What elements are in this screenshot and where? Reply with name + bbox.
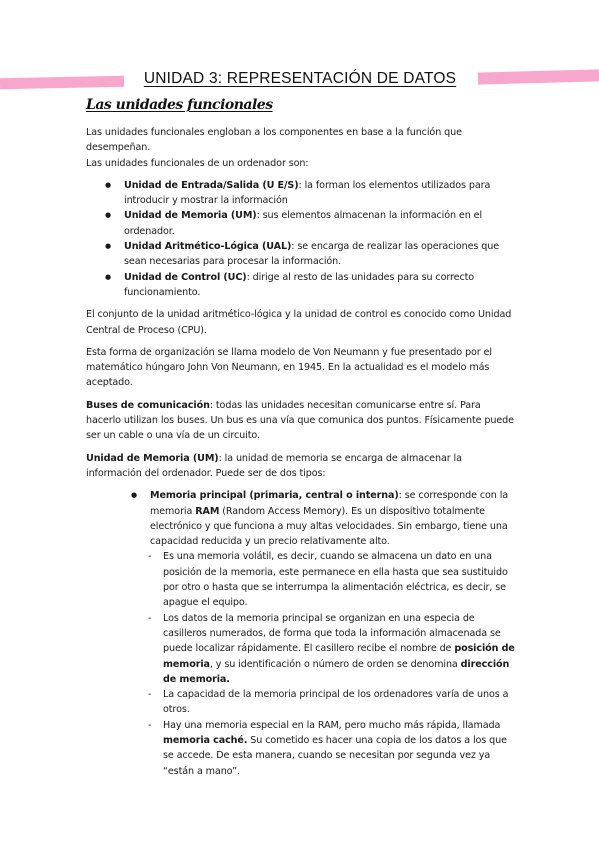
- buses-paragraph: Buses de comunicación: todas las unidades necesitan comunicarse entre sí. Para hacerlo utilizan los buses. Un bus es una vía que comunica dos puntos. Físicamente puede ser un cable o una vía de un circuito.: [86, 399, 514, 442]
- list-item: - Es una memoria volátil, es decir, cuando se almacena un dato en una posición de la memoria, este permanece en ella hasta que sea sustituido por otro o hasta que se interrumpa la alimentación eléctrica, es decir, se apague el equipo.: [148, 549, 518, 610]
- list-item: - Hay una memoria especial en la RAM, pero mucho más rápida, llamada memoria caché. Su cometido es hacer una copia de los datos a los que se accede. De esta manera, cuando se necesitan por segunda vez ya “están a mano”.: [148, 718, 518, 779]
- list-item: - Los datos de la memoria principal se organizan en una especia de casilleros numerados, de forma que toda la información almacenada se puede localizar rápidamente. El casillero recibe el nombre de posición de memoria, y su identificación o número de orden se denomina dirección de memoria.: [148, 611, 518, 687]
- memory-unit-paragraph: Unidad de Memoria (UM): la unidad de memoria se encarga de almacenar la información del ordenador. Puede ser de dos tipos:: [86, 452, 462, 479]
- intro-paragraph: Las unidades funcionales engloban a los componentes en base a la función que desempeñan. Las unidades funcionales de un ordenador son:: [86, 127, 462, 169]
- list-item: - La capacidad de la memoria principal de los ordenadores varía de unos a otros.: [148, 687, 518, 718]
- cpu-paragraph: El conjunto de la unidad aritmético-lógica y la unidad de control es conocido como Unidad Central de Proceso (CPU).: [86, 309, 512, 336]
- list-item: ● Unidad de Memoria (UM): sus elementos almacenan la información en el ordenador.: [86, 208, 518, 239]
- list-item: ● Unidad de Entrada/Salida (U E/S): la forman los elementos utilizados para introducir y mostrar la información: [86, 178, 518, 209]
- list-item: ● Unidad Aritmético-Lógica (UAL): se encarga de realizar las operaciones que sean necesarias para procesar la información.: [86, 239, 518, 270]
- von-neumann-paragraph: Esta forma de organización se llama modelo de Von Neumann y fue presentado por el matemático húngaro John Von Neumann, en 1945. En la actualidad es el modelo más aceptado.: [86, 346, 492, 389]
- section-subtitle: Las unidades funcionales: [86, 97, 273, 113]
- page-title: UNIDAD 3: REPRESENTACIÓN DE DATOS: [143, 70, 457, 87]
- list-item: ● Unidad de Control (UC): dirige al resto de las unidades para su correcto funcionamiento.: [86, 270, 518, 301]
- pink-highlighter-stroke-right: [478, 69, 599, 84]
- document-body: [86, 125, 518, 786]
- memory-types-list: [86, 488, 518, 779]
- functional-units-list: [86, 178, 518, 300]
- memory-details-list: [150, 549, 518, 778]
- list-item: ● Memoria principal (primaria, central o interna): se corresponde con la memoria RAM (Random Access Memory). Es un dispositivo totalmente electrónico y que funciona a muy altas velocidades. Sin embargo, tiene una capacidad reducida y un precio relativamente alto. - Es una memoria volátil, es decir, cuando se almacena un dato en una posición de la memoria, este permanece en ella hasta que sea sustituido por otro o hasta que se interrumpa la alimentación eléctrica, es decir, se apague el equipo. - Los datos de la memoria principal se organizan en una especia de casilleros numerados, de forma que toda la información almacenada se puede localizar rápidamente. El casillero recibe el nombre de posición de memoria, y su identificación o número de orden se denomina dirección de memoria. - La capacidad de la memoria principal de los ordenadores varía de unos a otros. - Hay una memoria especial en la RAM, pero mucho más rápida, llamada memoria caché. Su cometido es hacer una copia de los datos a los que se accede. De esta manera, cuando se necesitan por segunda vez ya “están a mano”.: [86, 488, 518, 779]
- pink-highlighter-stroke-left: [0, 76, 124, 90]
